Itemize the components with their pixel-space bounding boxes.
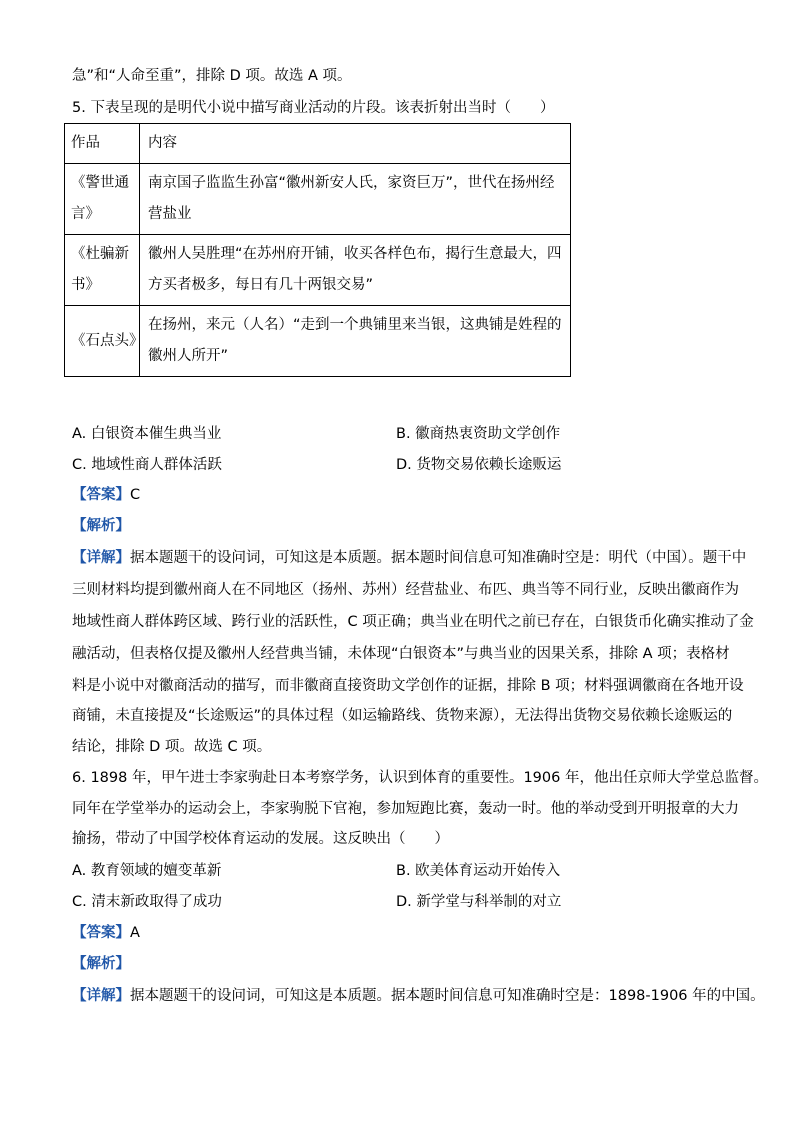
q6-option-d: D. 新学堂与科举制的对立	[396, 894, 562, 910]
table-header-row	[65, 124, 571, 164]
q5-option-b: B. 徽商热衷资助文学创作	[396, 426, 561, 442]
q5-option-c: C. 地域性商人群体活跃	[72, 457, 222, 473]
answer-value: C	[130, 487, 141, 503]
table-cell-work: 《石点头》	[65, 306, 140, 377]
detail-label: 【详解】	[72, 988, 130, 1004]
q6-answer-line	[72, 923, 140, 943]
q6-option-a: A. 教育领域的嬗变革新	[72, 863, 222, 879]
table-header-content: 内容	[140, 124, 571, 164]
q6-analysis-label: 【解析】	[72, 956, 130, 972]
q6-option-c: C. 清末新政取得了成功	[72, 894, 222, 910]
q6-stem-line: 揄扬，带动了中国学校体育运动的发展。这反映出（ ）	[72, 831, 449, 847]
table-cell-content: 在扬州，来元（人名）“走到一个典铺里来当银，这典铺是姓程的徽州人所开”	[140, 306, 571, 377]
q6-stem-line: 6. 1898 年，甲午进士李家驹赴日本考察学务，认识到体育的重要性。1906 年，他出任京师大学堂总监督。	[72, 770, 768, 786]
q5-detail-line: 商铺，未直接提及“长途贩运”的具体过程（如运输路线、货物来源），无法得出货物交易依赖长途贩运的	[72, 708, 733, 724]
q6-option-b: B. 欧美体育运动开始传入	[396, 863, 561, 879]
q5-detail-line: 地域性商人群体跨区域、跨行业的活跃性，C 项正确；典当业在明代之前已存在，白银货币化确实推动了金	[72, 614, 754, 630]
q5-detail-line	[72, 548, 746, 568]
q5-answer-line	[72, 485, 140, 505]
detail-text: 据本题题干的设问词，可知这是本质题。据本题时间信息可知准确时空是：1898-1906 年的中国。	[130, 988, 765, 1004]
answer-label: 【答案】	[72, 925, 130, 941]
table-cell-work: 《杜骗新书》	[65, 235, 140, 306]
previous-answer-tail: 急”和“人命至重”，排除 D 项。故选 A 项。	[72, 68, 352, 84]
table-cell-content: 南京国子监监生孙富“徽州新安人氏，家资巨万”，世代在扬州经营盐业	[140, 164, 571, 235]
table-row	[65, 235, 571, 306]
answer-label: 【答案】	[72, 487, 130, 503]
table-cell-content: 徽州人吴胜理“在苏州府开铺，收买各样色布，揭行生意最大，四方买者极多，每日有几十两银交易”	[140, 235, 571, 306]
q6-detail-line	[72, 986, 765, 1006]
detail-label: 【详解】	[72, 550, 130, 566]
q6-stem-line: 同年在学堂举办的运动会上，李家驹脱下官袍，参加短跑比赛，轰动一时。他的举动受到开明报章的大力	[72, 801, 739, 817]
table-header-work: 作品	[65, 124, 140, 164]
q5-detail-line: 融活动，但表格仅提及徽州人经营典当铺，未体现“白银资本”与典当业的因果关系，排除 A 项；表格材	[72, 646, 730, 662]
q5-detail-line: 三则材料均提到徽州商人在不同地区（扬州、苏州）经营盐业、布匹、典当等不同行业，反映出徽商作为	[72, 582, 739, 598]
answer-value: A	[130, 925, 140, 941]
q5-analysis-label: 【解析】	[72, 518, 130, 534]
q5-detail-line: 结论，排除 D 项。故选 C 项。	[72, 739, 272, 755]
q5-detail-line: 料是小说中对徽商活动的描写，而非徽商直接资助文学创作的证据，排除 B 项；材料强调徽商在各地开设	[72, 678, 744, 694]
q5-stem: 5. 下表呈现的是明代小说中描写商业活动的片段。该表折射出当时（ ）	[72, 100, 555, 116]
q5-option-a: A. 白银资本催生典当业	[72, 426, 222, 442]
table-row	[65, 306, 571, 377]
q5-table	[64, 123, 571, 377]
table-cell-work: 《警世通言》	[65, 164, 140, 235]
table-row	[65, 164, 571, 235]
detail-text: 据本题题干的设问词，可知这是本质题。据本题时间信息可知准确时空是：明代（中国）。题干中	[130, 550, 747, 566]
q5-option-d: D. 货物交易依赖长途贩运	[396, 457, 562, 473]
